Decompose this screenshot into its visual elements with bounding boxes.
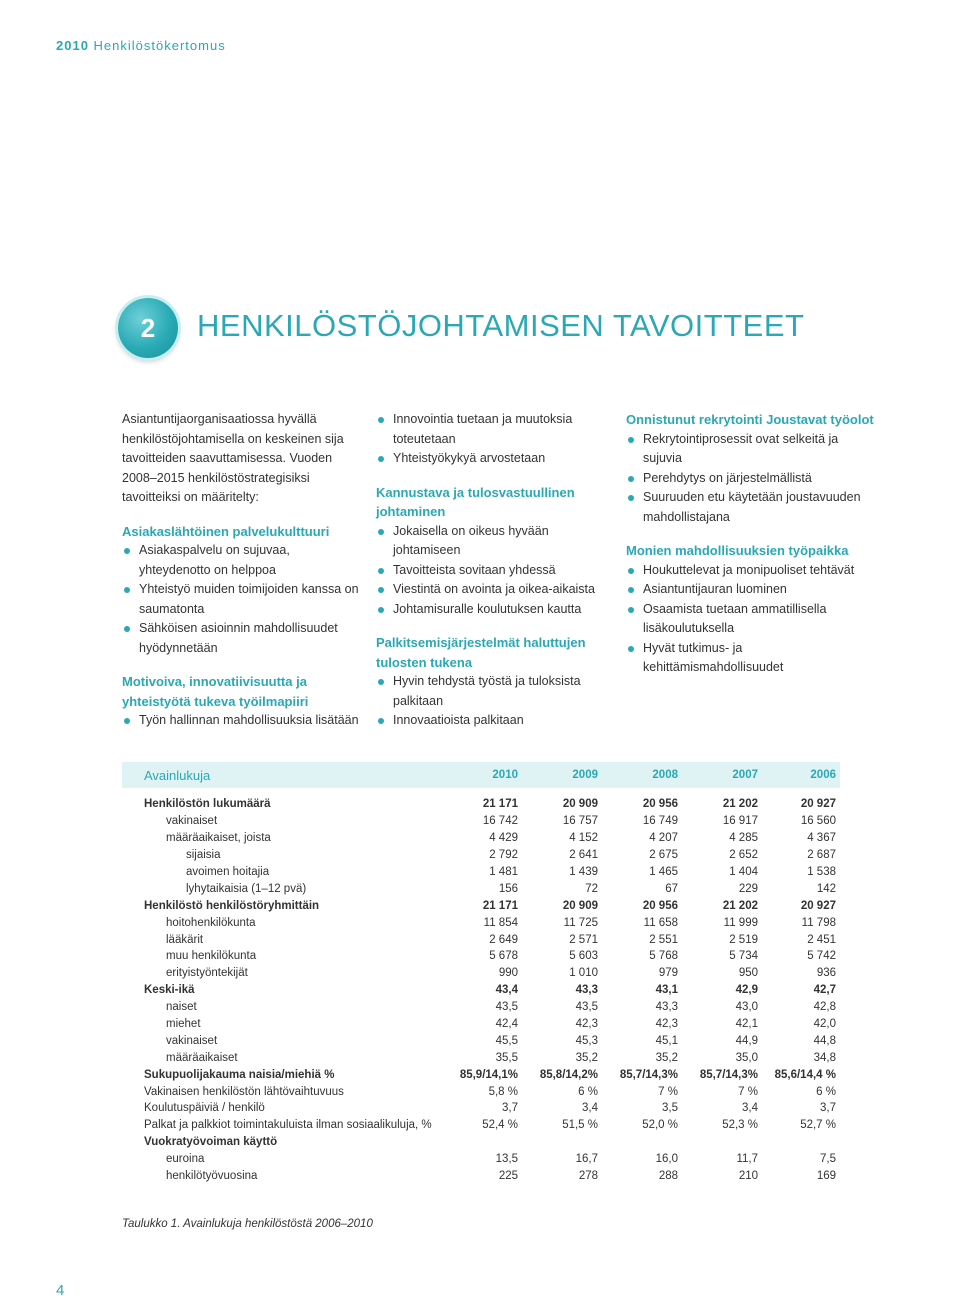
table-cell: 16,7	[575, 1153, 598, 1166]
table-cell: 42,4	[495, 1018, 518, 1031]
table-cell: 16 749	[642, 815, 678, 828]
column-1	[122, 410, 362, 731]
table-row	[122, 813, 840, 830]
bullet-item: Johtamisuralle koulutuksen kautta	[376, 600, 618, 620]
table-cell: 1 465	[649, 866, 678, 878]
row-label: avoimen hoitajia	[186, 866, 270, 878]
table-cell: 35,2	[655, 1051, 678, 1064]
table-cell: 5 678	[489, 950, 518, 963]
table-cell: 35,5	[495, 1051, 518, 1064]
table-row	[122, 1066, 840, 1083]
intro-paragraph: Asiantuntijaorganisaatiossa hyvällä henkilöstöjohtamisella on keskeinen sija tavoitteiden saavuttamisessa. Vuoden 2008–2015 henkilöstöstrategisiksi tavoitteiksi on määritelty:	[122, 412, 344, 504]
table-cell: 52,0 %	[642, 1119, 678, 1132]
table-cell: 3,5	[662, 1102, 678, 1115]
table-cell: 11 798	[801, 916, 836, 929]
table-row	[122, 914, 840, 931]
table-cell: 42,7	[813, 984, 836, 997]
table-cell: 4 367	[807, 832, 836, 845]
table-cell: 2 687	[807, 849, 836, 862]
table-cell: 52,4 %	[482, 1119, 518, 1132]
table-cell: 45,3	[575, 1034, 598, 1047]
table-cell: 936	[816, 967, 836, 980]
column-2	[376, 410, 618, 731]
bullet-list	[122, 711, 362, 731]
bullet-list	[376, 522, 618, 620]
table-cell: 7 %	[658, 1085, 678, 1098]
table-cell: 43,5	[495, 1001, 518, 1014]
table-cell: 85,6/14,4 %	[774, 1068, 836, 1081]
table-row	[122, 847, 840, 864]
table-row	[122, 965, 840, 982]
table-cell: 1 538	[807, 866, 836, 878]
table-cell: 2 551	[649, 933, 678, 946]
table-body	[122, 796, 840, 1184]
table-cell: 42,3	[575, 1018, 598, 1031]
table-cell: 43,1	[655, 984, 678, 997]
table-cell: 43,4	[495, 984, 518, 997]
table-cell: 42,8	[813, 1001, 836, 1014]
table-cell: 990	[498, 967, 518, 980]
table-row	[122, 1117, 840, 1134]
row-label: Sukupuolijakauma naisia/miehiä %	[144, 1068, 335, 1081]
chapter-number-badge: 2	[118, 298, 178, 358]
table-row	[122, 1100, 840, 1117]
section-heading: Monien mahdollisuuksien työpaikka	[626, 543, 849, 558]
table-cell: 52,7 %	[800, 1119, 836, 1132]
table-cell: 11 725	[563, 916, 598, 929]
row-label: Koulutuspäiviä / henkilö	[144, 1102, 265, 1115]
table-cell: 1 010	[569, 967, 598, 980]
bullet-item: Innovointia tuetaan ja muutoksia toteutetaan	[376, 410, 618, 449]
bullet-item: Hyvin tehdystä työstä ja tuloksista palkitaan	[376, 672, 618, 711]
year-header: 2008	[652, 769, 678, 781]
table-cell: 85,8/14,2%	[539, 1068, 598, 1081]
row-label: lyhytaikaisia (1–12 pvä)	[186, 882, 307, 895]
section-heading: Onnistunut rekrytointi Joustavat työolot	[626, 412, 874, 427]
column-3-sections	[626, 410, 876, 678]
bullet-item: Houkuttelevat ja monipuoliset tehtävät	[626, 561, 876, 581]
row-label: henkilötyövuosina	[166, 1170, 258, 1183]
table-row	[122, 796, 840, 813]
table-cell: 21 202	[722, 899, 758, 912]
table-cell: 11,7	[736, 1153, 758, 1166]
table-cell: 4 429	[489, 832, 518, 845]
bullet-item: Viestintä on avointa ja oikea-aikaista	[376, 580, 618, 600]
row-label: euroina	[166, 1153, 205, 1166]
table-cell: 44,9	[735, 1034, 758, 1047]
row-label: vakinaiset	[166, 815, 218, 828]
table-cell: 5,8 %	[488, 1085, 518, 1098]
bullet-list	[626, 430, 876, 528]
table-cell: 1 481	[489, 866, 518, 878]
table-cell: 2 519	[729, 933, 758, 946]
table-cell: 1 404	[729, 866, 758, 878]
running-header	[56, 38, 226, 53]
row-label: Henkilöstön lukumäärä	[144, 798, 271, 811]
table-cell: 2 792	[489, 849, 518, 862]
table-cell: 43,0	[735, 1001, 758, 1014]
table-cell: 225	[498, 1170, 518, 1183]
table-cell: 278	[578, 1170, 598, 1183]
row-label: miehet	[166, 1018, 201, 1031]
section-heading: Kannustava ja tulosvastuullinen johtaminen	[376, 484, 575, 519]
table-cell: 288	[658, 1170, 678, 1183]
table-cell: 16 757	[562, 815, 598, 828]
table-title: Avainlukuja	[144, 767, 211, 783]
bullet-item: Tavoitteista sovitaan yhdessä	[376, 561, 618, 581]
table-cell: 1 439	[569, 866, 598, 878]
table-cell: 85,7/14,3%	[699, 1068, 758, 1081]
section-heading: Motivoiva, innovatiivisuutta ja yhteistyötä tukeva työilmapiiri	[122, 674, 309, 709]
bullet-item: Sähköisen asioinnin mahdollisuudet hyödynnetään	[122, 619, 362, 658]
bullet-list	[122, 541, 362, 658]
table-cell: 4 152	[569, 832, 598, 845]
column-2-sections	[376, 410, 618, 731]
row-label: Palkat ja palkkiot toimintakuluista ilman sosiaalikuluja, %	[144, 1119, 432, 1132]
column-3	[626, 410, 876, 678]
section-heading: Palkitsemisjärjestelmät haluttujen tulosten tukena	[376, 635, 586, 670]
table-cell: 20 956	[642, 798, 678, 811]
table-cell: 42,0	[813, 1018, 836, 1031]
header-year: 2010	[56, 38, 89, 53]
table-row	[122, 982, 840, 999]
row-label: vakinaiset	[166, 1034, 218, 1047]
row-label: hoitohenkilökunta	[166, 916, 256, 929]
table-cell: 229	[738, 882, 758, 895]
row-label: Vakinaisen henkilöstön lähtövaihtuvuus	[144, 1085, 344, 1098]
table-cell: 11 854	[483, 916, 518, 929]
table-row	[122, 830, 840, 847]
table-cell: 7,5	[820, 1153, 836, 1166]
table-cell: 11 999	[723, 916, 758, 929]
table-row	[122, 864, 840, 881]
column-1-sections	[122, 522, 362, 731]
table-cell: 950	[738, 967, 758, 980]
table-cell: 142	[816, 882, 836, 895]
bullet-item: Hyvät tutkimus- ja kehittämismahdollisuudet	[626, 639, 876, 678]
table-cell: 3,7	[820, 1102, 836, 1115]
table-cell: 2 675	[649, 849, 678, 862]
row-label: muu henkilökunta	[166, 950, 257, 963]
table-cell: 11 658	[643, 916, 678, 929]
table-cell: 42,1	[735, 1018, 758, 1031]
bullet-list	[376, 410, 618, 469]
table-cell: 42,3	[655, 1018, 678, 1031]
year-header: 2009	[572, 769, 598, 781]
table-cell: 2 451	[807, 933, 836, 946]
table-cell: 20 909	[562, 899, 598, 912]
table-cell: 2 652	[729, 849, 758, 862]
row-label: naiset	[166, 1001, 197, 1014]
bullet-list	[626, 561, 876, 678]
table-cell: 6 %	[578, 1085, 598, 1098]
table-cell: 5 768	[649, 950, 678, 963]
table-cell: 21 202	[722, 798, 758, 811]
table-cell: 51,5 %	[562, 1119, 598, 1132]
table-cell: 45,1	[655, 1034, 678, 1047]
table-cell: 4 285	[729, 832, 758, 845]
table-cell: 34,8	[813, 1051, 836, 1064]
table-cell: 43,3	[575, 984, 598, 997]
table-row	[122, 1032, 840, 1049]
table-cell: 21 171	[482, 798, 518, 811]
table-cell: 85,9/14,1%	[459, 1068, 518, 1081]
table-row	[122, 1134, 840, 1151]
table-row	[122, 931, 840, 948]
row-label: sijaisia	[186, 849, 221, 862]
table-cell: 20 927	[800, 798, 836, 811]
table-cell: 3,4	[582, 1102, 598, 1115]
table-cell: 979	[658, 967, 678, 980]
table-cell: 16 742	[482, 815, 518, 828]
table-cell: 35,0	[735, 1051, 758, 1064]
table-cell: 4 207	[649, 832, 678, 845]
table-cell: 20 909	[562, 798, 598, 811]
key-figures-table	[122, 762, 840, 1184]
table-cell: 2 571	[569, 933, 598, 946]
table-cell: 5 734	[729, 950, 758, 963]
table-cell: 72	[585, 882, 598, 895]
bullet-item: Rekrytointiprosessit ovat selkeitä ja sujuvia	[626, 430, 876, 469]
table-cell: 2 649	[489, 933, 518, 946]
table-cell: 5 742	[807, 950, 836, 963]
table-cell: 5 603	[569, 950, 598, 963]
row-label: lääkärit	[166, 933, 204, 946]
bullet-list	[376, 672, 618, 731]
table-row	[122, 1016, 840, 1033]
row-label: määräaikaiset, joista	[166, 832, 271, 845]
page-number: 4	[56, 1282, 65, 1299]
row-label: Keski-ikä	[144, 984, 195, 997]
table-cell: 20 956	[642, 899, 678, 912]
year-header: 2006	[810, 769, 836, 781]
table-row	[122, 880, 840, 897]
table-cell: 7 %	[738, 1085, 758, 1098]
table-row	[122, 948, 840, 965]
table-cell: 67	[665, 882, 678, 895]
bullet-item: Innovaatioista palkitaan	[376, 711, 618, 731]
bullet-item: Yhteistyö muiden toimijoiden kanssa on saumatonta	[122, 580, 362, 619]
table-cell: 156	[498, 882, 518, 895]
table-cell: 6 %	[816, 1085, 836, 1098]
table-caption: Taulukko 1. Avainlukuja henkilöstöstä 2006–2010	[122, 1218, 373, 1230]
section-heading: Asiakaslähtöinen palvelukulttuuri	[122, 523, 330, 539]
table-cell: 45,5	[495, 1034, 518, 1047]
table-row	[122, 897, 840, 914]
table-row	[122, 1151, 840, 1168]
row-label: määräaikaiset	[166, 1051, 238, 1064]
row-label: Henkilöstö henkilöstöryhmittäin	[144, 899, 320, 912]
table-row	[122, 1049, 840, 1066]
year-header: 2007	[732, 769, 758, 781]
bullet-item: Asiakaspalvelu on sujuvaa, yhteydenotto on helppoa	[122, 541, 362, 580]
table-cell: 20 927	[800, 899, 836, 912]
bullet-item: Suuruuden etu käytetään joustavuuden mahdollistajana	[626, 488, 876, 527]
row-label: Vuokratyövoiman käyttö	[144, 1136, 278, 1149]
bullet-item: Osaamista tuetaan ammatillisella lisäkoulutuksella	[626, 600, 876, 639]
table-cell: 3,7	[502, 1102, 518, 1115]
header-title: Henkilöstökertomus	[93, 38, 226, 53]
table-row	[122, 1083, 840, 1100]
table-cell: 169	[816, 1170, 836, 1183]
table-cell: 43,5	[575, 1001, 598, 1014]
row-label: erityistyöntekijät	[166, 967, 248, 980]
table-cell: 52,3 %	[722, 1119, 758, 1132]
table-cell: 43,3	[655, 1001, 678, 1014]
table-cell: 16 917	[722, 815, 758, 828]
table-cell: 21 171	[482, 899, 518, 912]
table-row	[122, 999, 840, 1016]
bullet-item: Yhteistyökykyä arvostetaan	[376, 449, 618, 469]
table-cell: 210	[738, 1170, 758, 1183]
bullet-item: Jokaisella on oikeus hyvään johtamiseen	[376, 522, 618, 561]
table-cell: 13,5	[495, 1153, 518, 1166]
table-cell: 35,2	[575, 1051, 598, 1064]
table-row	[122, 1168, 840, 1185]
bullet-item: Perehdytys on järjestelmällistä	[626, 469, 876, 489]
year-header: 2010	[492, 769, 518, 781]
table-cell: 85,7/14,3%	[619, 1068, 678, 1081]
table-cell: 44,8	[813, 1034, 836, 1047]
table-cell: 42,9	[735, 984, 758, 997]
table-header	[122, 762, 840, 788]
table-cell: 2 641	[569, 849, 598, 862]
bullet-item: Asiantuntijauran luominen	[626, 580, 876, 600]
chapter-title: HENKILÖSTÖJOHTAMISEN TAVOITTEET	[197, 308, 805, 343]
table-cell: 16 560	[800, 815, 836, 828]
bullet-item: Työn hallinnan mahdollisuuksia lisätään	[122, 711, 362, 731]
table-cell: 3,4	[742, 1102, 758, 1115]
table-cell: 16,0	[655, 1153, 678, 1166]
